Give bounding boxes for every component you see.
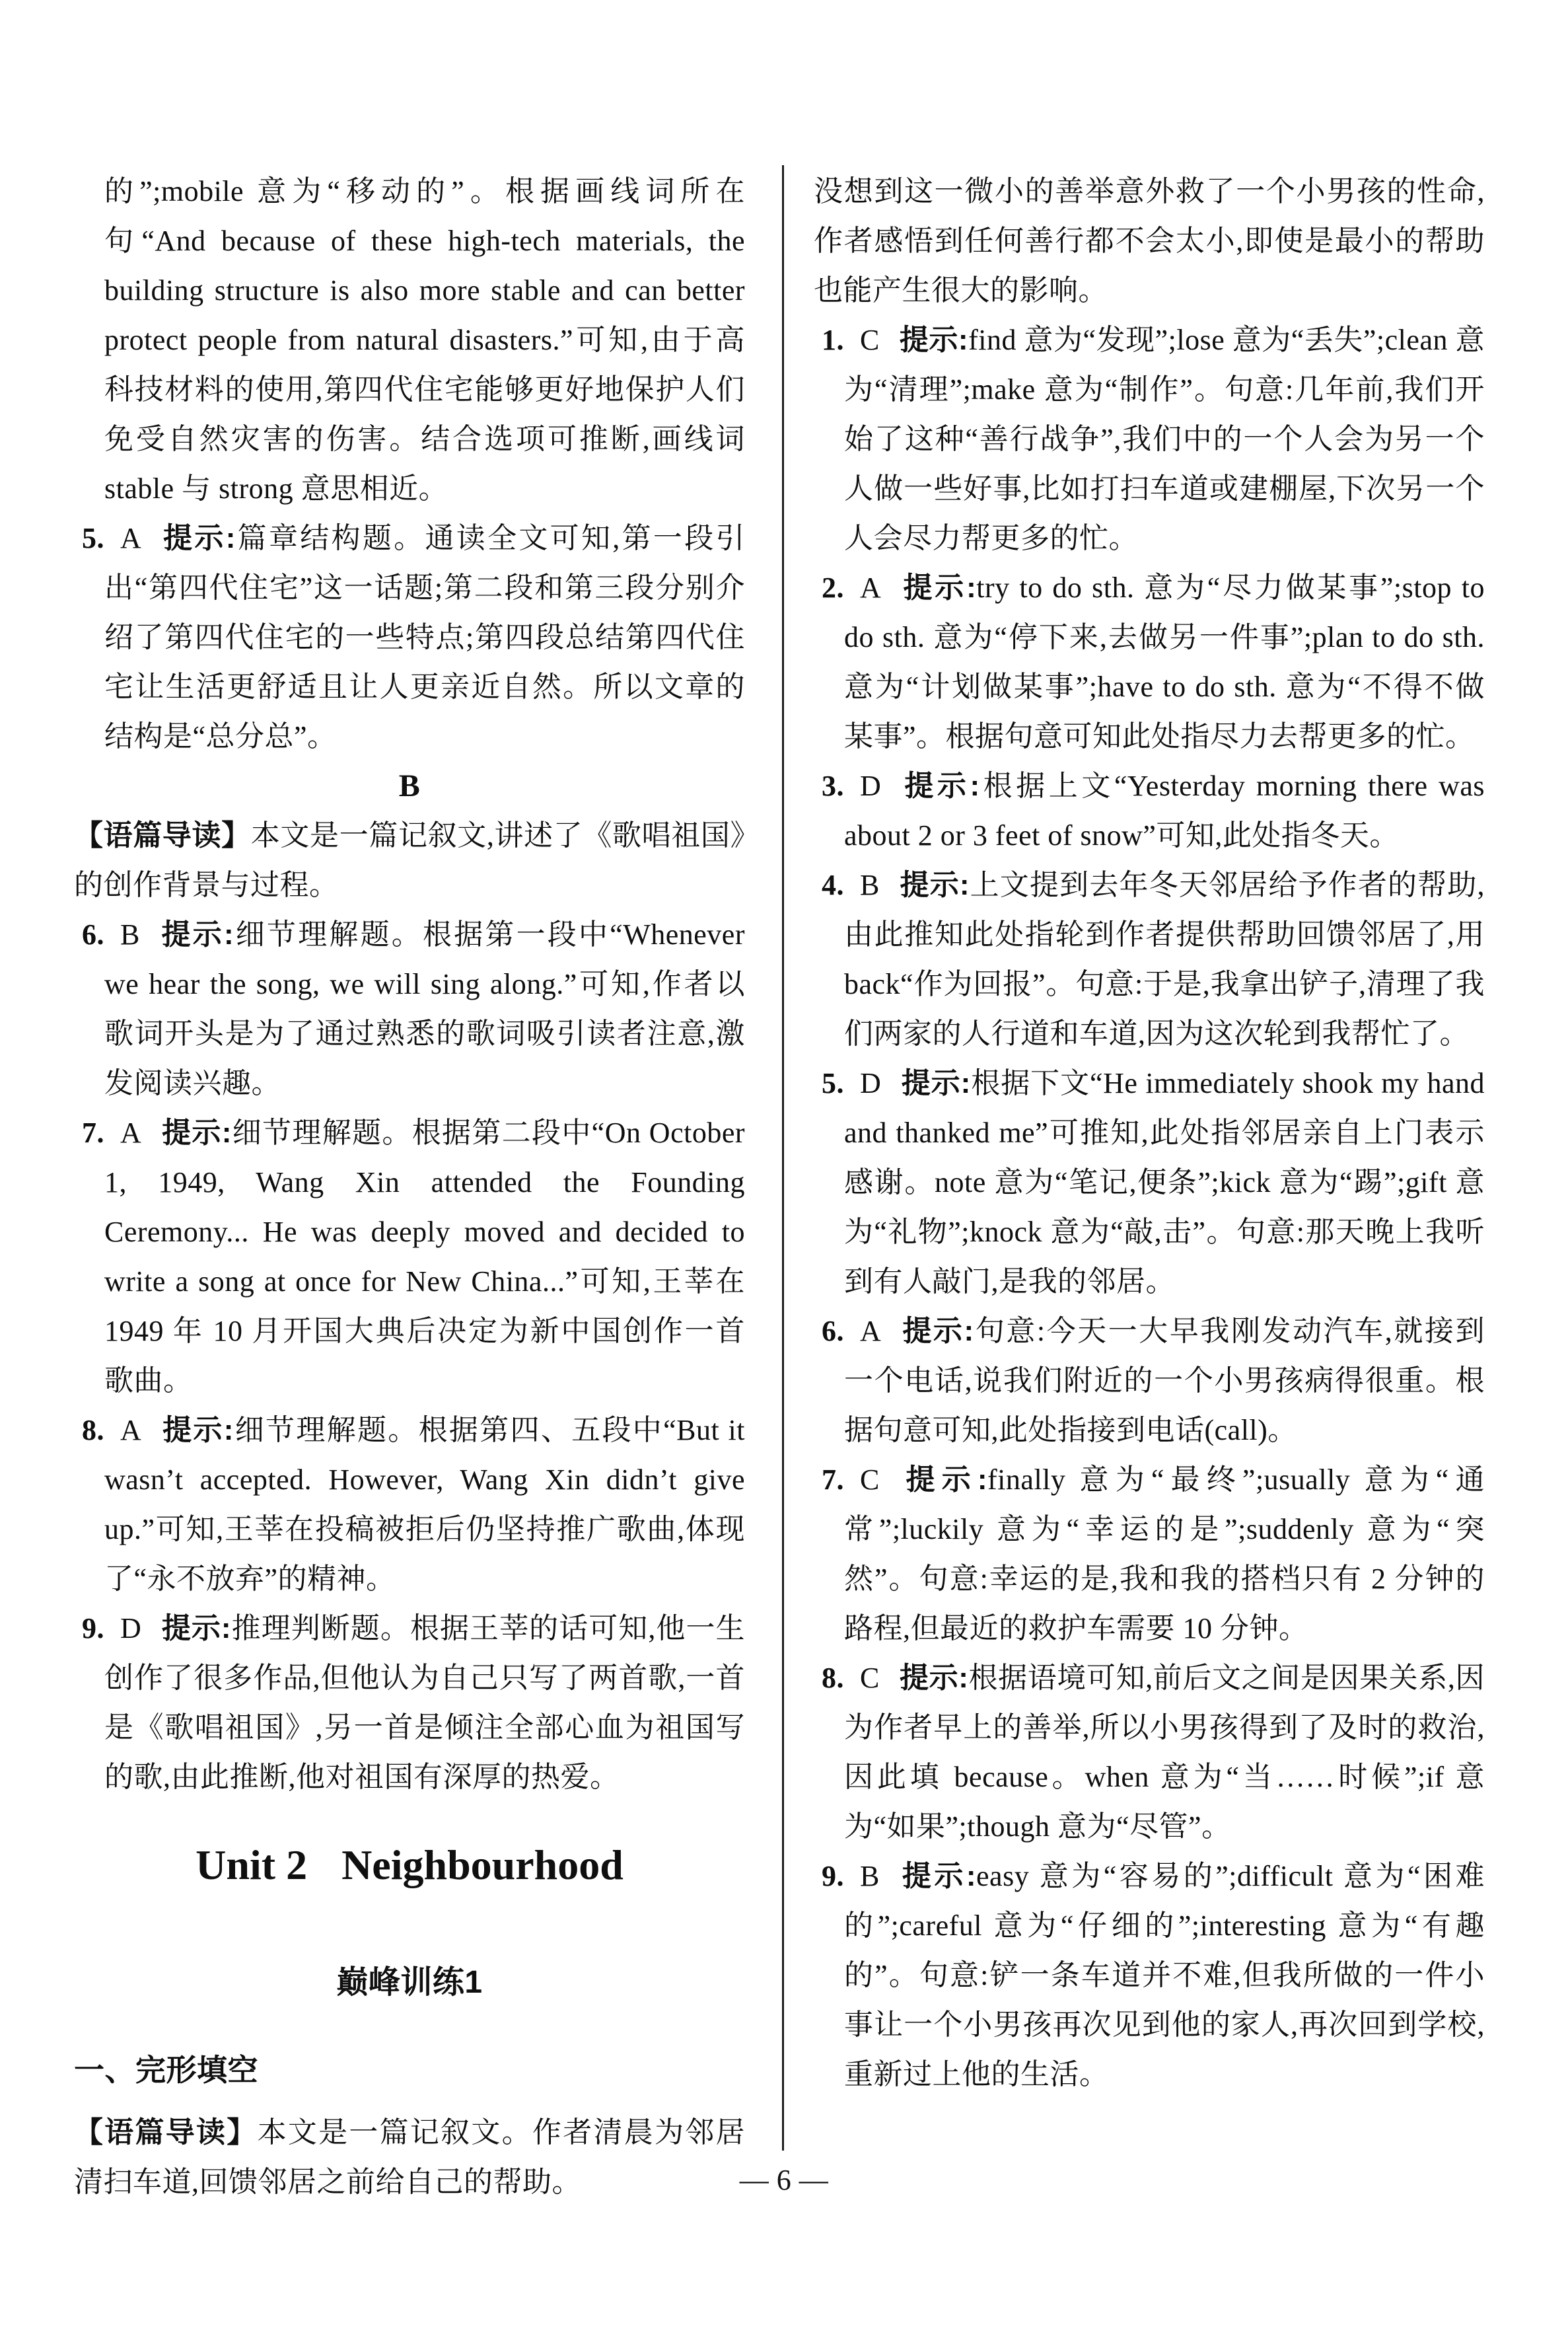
item-text: 篇章结构题。通读全文可知,第一段引出“第四代住宅”这一话题;第二段和第三段分别介绍了第四代住宅的一些特点;第四段总结第四代住宅让生活更舒适且让人更亲近自然。所以文章的结构是“总分总”。 <box>104 522 745 753</box>
item-text: 细节理解题。根据第一段中“Whenever we hear the song, we will sing along.”可知,作者以歌词开头是为了通过熟悉的歌词吸引读者注意,激发阅读兴趣。 <box>104 918 745 1099</box>
item-text: 根据语境可知,前后文之间是因果关系,因为作者早上的善举,所以小男孩得到了及时的救治,因此填 because。when 意为“当……时候”;if 意为“如果”;though 意为“尽管”。 <box>844 1662 1485 1843</box>
answer-item-8 <box>822 1653 1485 1851</box>
item-text: try to do sth. 意为“尽力做某事”;stop to do sth. 意为“停下来,去做另一件事”;plan to do sth. 意为“计划做某事”;have to do sth. 意为“不得不做某事”。根据句意可知此处指尽力去帮更多的忙。 <box>844 572 1485 753</box>
answer-item-7 <box>822 1455 1485 1653</box>
section-title-cloze: 一、完形填空 <box>74 2053 258 2087</box>
item-number: 4. <box>822 869 844 901</box>
training-heading: 巅峰训练1 <box>336 1965 483 2000</box>
hint-label: 提示: <box>161 1612 232 1644</box>
passage-guide-text: 本文是一篇记叙文,讲述了《歌唱祖国》的创作背景与过程。 <box>74 819 746 901</box>
item-number: 6. <box>822 1315 844 1347</box>
passage-guide-label: 【语篇导读】 <box>74 2116 258 2149</box>
unit-number-label: Unit 2 <box>196 1841 308 1888</box>
hint-label: 提示: <box>901 1067 971 1099</box>
right-column <box>814 166 1485 2099</box>
item-number: 3. <box>822 770 844 802</box>
unit-title: Neighbourhood <box>341 1841 624 1888</box>
hint-label: 提示: <box>899 1463 988 1496</box>
answer-item-5 <box>822 1058 1485 1306</box>
answer-item-1 <box>822 315 1485 563</box>
answer-letter: A <box>120 1414 142 1446</box>
answer-letter: A <box>120 1117 142 1149</box>
item-text: 句意:今天一大早我刚发动汽车,就接到一个电话,说我们附近的一个小男孩病得很重。根据句意可知,此处指接到电话(call)。 <box>844 1315 1485 1446</box>
hint-label: 提示: <box>899 324 969 356</box>
answer-item-9 <box>82 1604 745 1802</box>
answer-item-6 <box>822 1306 1485 1455</box>
answer-letter: B <box>860 869 880 901</box>
answer-letter: B <box>860 1860 880 1892</box>
hint-label: 提示: <box>161 1414 234 1446</box>
item-number: 9. <box>82 1612 104 1644</box>
item-number: 8. <box>822 1662 844 1694</box>
answer-item-6 <box>82 910 745 1108</box>
left-column <box>74 166 745 2207</box>
answer-item-3 <box>822 761 1485 860</box>
continuation-paragraph: 没想到这一微小的善举意外救了一个小男孩的性命,作者感悟到任何善行都不会太小,即使是最小的帮助也能产生很大的影响。 <box>814 175 1485 307</box>
item-number: 6. <box>82 918 104 951</box>
answer-letter: A <box>120 522 142 554</box>
item-number: 7. <box>822 1463 844 1496</box>
item-number: 8. <box>82 1414 104 1446</box>
item-text: 细节理解题。根据第四、五段中“But it wasn’t accepted. However, Wang Xin didn’t give up.”可知,王莘在投稿被拒后仍坚持推广歌曲,体现了“永不放弃”的精神。 <box>104 1414 745 1595</box>
passage-section-letter: B <box>398 768 421 803</box>
answer-letter: B <box>120 918 140 951</box>
answer-letter: A <box>860 572 882 604</box>
answer-letter: A <box>860 1315 882 1347</box>
answer-item-9 <box>822 1851 1485 2099</box>
hint-label: 提示: <box>899 1662 969 1694</box>
answer-item-8 <box>82 1405 745 1604</box>
answer-item-7 <box>82 1108 745 1405</box>
passage-guide-paragraph <box>74 811 745 910</box>
unit-heading <box>74 1832 745 1898</box>
item-number: 7. <box>82 1117 104 1149</box>
hint-label: 提示: <box>161 522 236 554</box>
continuation-paragraph: 的”;mobile 意为“移动的”。根据画线词所在句“And because of these high-tech materials, the building structure is also more stable and can better protect people from natural disasters.”可知,由于高科技材料的使用,第四代住宅能够更好地保护人们免受自然灾害的伤害。结合选项可推断,画线词 stable 与 strong 意思相近。 <box>104 175 745 505</box>
item-text: 细节理解题。根据第二段中“On October 1, 1949, Wang Xin attended the Founding Ceremony... He was deeply moved and decided to write a song at once for New China...”可知,王莘在 1949 年 10 月开国大典后决定为新中国创作一首歌曲。 <box>104 1117 746 1397</box>
answer-letter: C <box>860 324 880 356</box>
answer-letter: C <box>860 1662 880 1694</box>
hint-label: 提示: <box>899 1860 977 1892</box>
answer-item-2 <box>822 563 1485 761</box>
item-number: 1. <box>822 324 844 356</box>
answer-item-4 <box>822 860 1485 1058</box>
item-text: 推理判断题。根据王莘的话可知,他一生创作了很多作品,但他认为自己只写了两首歌,一首是《歌唱祖国》,另一首是倾注全部心血为祖国写的歌,由此推断,他对祖国有深厚的热爱。 <box>104 1612 746 1793</box>
item-text: finally 意为“最终”;usually 意为“通常”;luckily 意为“幸运的是”;suddenly 意为“突然”。句意:幸运的是,我和我的搭档只有 2 分钟的路程,但最近的救护车需要 10 分钟。 <box>844 1463 1485 1644</box>
item-text: easy 意为“容易的”;difficult 意为“困难的”;careful 意为“仔细的”;interesting 意为“有趣的”。句意:铲一条车道并不难,但我所做的一件小事让一个小男孩再次见到他的家人,再次回到学校,重新过上他的生活。 <box>844 1860 1485 2090</box>
hint-label: 提示: <box>161 1117 232 1149</box>
answer-letter: C <box>860 1463 880 1496</box>
item-text: find 意为“发现”;lose 意为“丢失”;clean 意为“清理”;make 意为“制作”。句意:几年前,我们开始了这种“善行战争”,我们中的一个人会为另一个人做一些好事,比如打扫车道或建棚屋,下次另一个人会尽力帮更多的忙。 <box>844 324 1485 554</box>
item-text: 上文提到去年冬天邻居给予作者的帮助,由此推知此处指轮到作者提供帮助回馈邻居了,用 back“作为回报”。句意:于是,我拿出铲子,清理了我们两家的人行道和车道,因为这次轮到我帮忙了。 <box>844 869 1485 1050</box>
hint-label: 提示: <box>159 918 234 951</box>
item-text: 根据上文“Yesterday morning there was about 2 or 3 feet of snow”可知,此处指冬天。 <box>844 770 1485 852</box>
hint-label: 提示: <box>901 572 977 604</box>
item-number: 9. <box>822 1860 844 1892</box>
column-divider <box>782 165 784 2151</box>
hint-label: 提示: <box>901 1315 974 1347</box>
item-text: 根据下文“He immediately shook my hand and thanked me”可推知,此处指邻居亲自上门表示感谢。note 意为“笔记,便条”;kick 意为“踢”;gift 意为“礼物”;knock 意为“敲,击”。句意:那天晚上我听到有人敲门,是我的邻居。 <box>844 1067 1485 1298</box>
item-number: 5. <box>822 1067 844 1099</box>
hint-label: 提示: <box>899 869 970 901</box>
item-number: 5. <box>82 522 104 554</box>
answer-letter: D <box>120 1612 142 1644</box>
item-number: 2. <box>822 572 844 604</box>
hint-label: 提示: <box>901 770 980 802</box>
page-number: — 6 — <box>739 2164 829 2196</box>
answer-item-5 <box>82 513 745 761</box>
answer-letter: D <box>860 1067 882 1099</box>
passage-guide-text: 本文是一篇记叙文。作者清晨为邻居清扫车道,回馈邻居之前给自己的帮助。 <box>74 2116 746 2198</box>
answer-letter: D <box>860 770 882 802</box>
passage-guide-label: 【语篇导读】 <box>74 819 251 852</box>
